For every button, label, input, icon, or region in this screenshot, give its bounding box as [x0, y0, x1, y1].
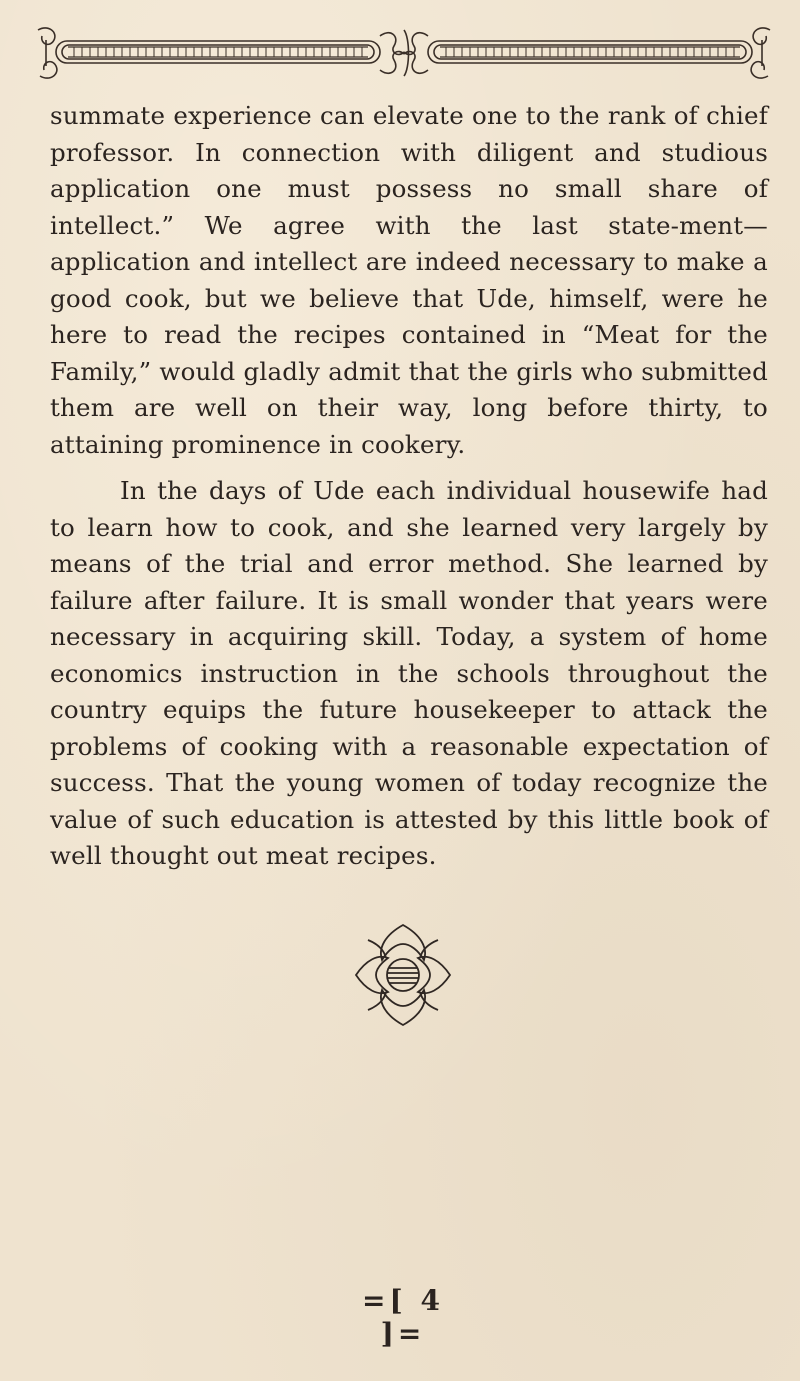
- page-number: =[ 4 ]=: [362, 1284, 444, 1350]
- body-text: [50, 98, 768, 875]
- paragraph-2: In the days of Ude each individual housewife had to learn how to cook, and she learned very largely by means of the trial and error method. She learned by failure after failure. It is small wonder that years were necessary in acquiring skill. Today, a system of home economics instruction in the schools throughout the country equips the future housekeeper to attack the problems of cooking with a reasonable expectation of success. That the young women of today recognize the value of such education is attested by this little book of well thought out meat recipes.: [50, 476, 768, 870]
- floral-ornament-icon: [348, 920, 458, 1030]
- ornamental-border-icon: [34, 22, 774, 84]
- paragraph-1: summate experience can elevate one to the rank of chief professor. In connection with diligent and studious application one must possess no small share of intellect.” We agree with the last state-ment—application and intellect are indeed necessary to make a good cook, but we believe that Ude, himself, were he here to read the recipes contained in “Meat for the Family,” would gladly admit that the girls who submitted them are well on their way, long before thirty, to attaining prominence in cookery.: [50, 101, 768, 459]
